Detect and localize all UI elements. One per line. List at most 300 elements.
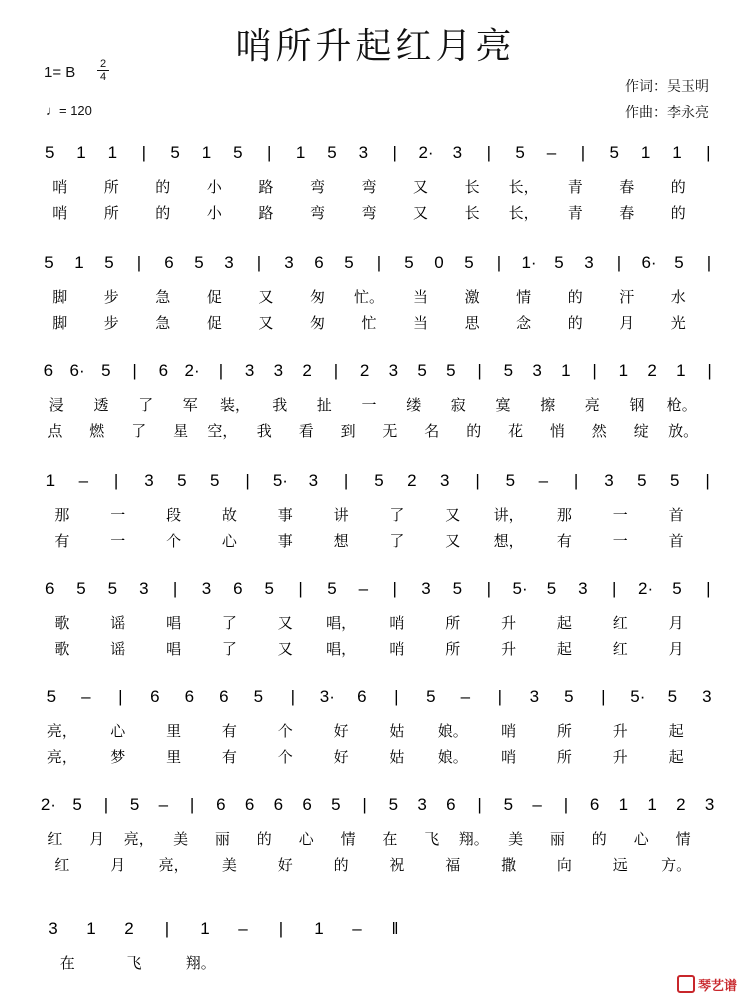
lyric-char: 思 [464,314,480,332]
lyric-char: 事 [277,532,293,550]
key-signature: 1= B [44,64,76,81]
lyric-char: 忙 [361,314,377,332]
note: 5 [177,471,187,490]
note: 5 [374,471,384,490]
note: – [158,795,169,814]
lyric-char: 情 [675,830,691,848]
lyric-char: 情 [516,288,532,306]
note: 0 [434,253,444,272]
lyric-char: 小 [206,178,222,196]
barline: | [266,143,272,162]
lyric-char: 又 [258,314,274,332]
note: 5 [546,579,557,598]
lyric-char: 美 [221,856,237,874]
lyric-char: 好 [333,722,349,740]
note: 5 [637,471,647,490]
note: 1 [86,919,96,938]
lyric-char: 看 [298,422,314,440]
note: – [532,795,542,814]
lyric-char: 长， [508,204,539,222]
lyric-char: 擦 [540,396,556,414]
lyric-char: 梦 [110,748,126,766]
lyric-char: 的 [155,204,171,222]
barline: | [392,143,397,162]
note: 3 [284,253,294,272]
note: 1 [672,143,682,162]
lyric-char: 寞 [495,396,511,414]
note: 6 [44,579,55,598]
note: 1 [45,471,56,490]
note: 5 [233,143,243,162]
note: 6 [184,687,195,706]
note: 3 [452,143,463,162]
lyric-char: 讲 [333,506,349,524]
lyric-char: 升 [501,614,517,632]
lyric-char: 所 [556,722,572,740]
composer-credit: 作曲：李永亮 [625,105,709,121]
note: 2 [359,361,370,380]
barline: | [298,579,303,598]
lyric-char: 亮， [46,722,77,740]
note: 3 [308,471,319,490]
barline: | [496,253,502,272]
lyric-char: 枪。 [666,396,697,414]
note: 5 [170,143,180,162]
lyric-char: 的 [567,314,583,332]
lyric-char: 起 [556,640,572,658]
lyric-char: 长 [464,204,480,222]
barline: | [218,361,224,380]
lyric-char: 好 [333,748,349,766]
lyric-char: 里 [166,748,182,766]
note: 5 [264,579,274,598]
note: 5 [194,253,204,272]
note: – [352,919,362,938]
lyric-char: 娘。 [437,722,468,740]
note: – [546,143,557,162]
lyric-char: 亮， [46,748,77,766]
barline: | [172,579,178,598]
lyric-char: 首 [668,532,684,550]
lyric-char: 姑 [389,748,405,766]
note: 3 [439,471,450,490]
logo-text: 琴艺谱 [697,979,737,994]
lyric-char: 里 [166,722,182,740]
barline: | [333,361,339,380]
lyric-char: 弯 [309,204,326,222]
barline: | [189,795,195,814]
barline: | [343,471,349,490]
lyric-char: 扯 [316,396,332,414]
lyric-char: 又 [445,532,461,550]
note: 5 [446,361,456,380]
note: 5 [515,143,525,162]
lyric-char: 心 [110,722,126,740]
lyric-char: 弯 [361,178,377,196]
lyric-char: 月 [619,314,635,332]
barline: | [486,143,492,162]
note: 5· [630,687,646,706]
lyric-char: 的 [670,178,686,196]
lyric-char: 匆 [309,288,326,306]
note: 2· [40,795,56,814]
note: 5 [503,795,514,814]
lyric-char: 亮 [584,396,600,414]
lyric-char: 红 [47,830,63,848]
note: 6 [158,361,169,380]
lyric-char: 福 [445,856,461,874]
note: 5 [672,579,682,598]
note: 3 [421,579,431,598]
note: 3 [144,471,154,490]
lyric-char: 又 [277,614,293,632]
lyric-char: 好 [277,856,293,874]
note: 5 [505,471,516,490]
note: 6 [233,579,243,598]
note: 5 [331,795,341,814]
note: 3 [704,795,715,814]
note: – [81,687,91,706]
note: 3 [529,687,540,706]
note: 5 [564,687,574,706]
barline: | [290,687,296,706]
note: 3 [48,919,58,938]
lyric-char: 忙。 [353,288,385,306]
lyric-char: 有 [221,748,237,766]
note: 6 [446,795,456,814]
lyric-char: 首 [668,506,684,524]
lyric-char: 寂 [450,396,466,414]
note: – [460,687,471,706]
lyric-char: 又 [277,640,293,658]
lyric-char: 那 [556,506,572,524]
note: 2 [124,919,134,938]
lyric-char: 军 [182,396,198,414]
lyric-char: 所 [103,178,119,196]
lyric-char: 放。 [668,422,699,440]
lyric-char: 一 [612,506,628,524]
note: 5 [503,361,514,380]
lyric-char: 月 [668,614,684,632]
lyric-char: 那 [54,506,70,524]
lyric-char: 事 [277,506,293,524]
lyric-char: 有 [54,532,70,550]
note: 6 [273,795,284,814]
note: 6 [314,253,324,272]
lyric-char: 哨 [52,204,68,222]
lyric-char: 美 [508,830,524,848]
lyric-char: 装， [219,396,251,414]
lyric-char: 情 [340,830,356,848]
note: 3 [417,795,427,814]
lyric-char: 急 [155,314,171,332]
note: 5 [554,253,564,272]
lyric-char: 了 [389,506,405,524]
note: 5 [327,143,337,162]
lyric-char: 哨 [52,178,68,196]
note: 6· [641,253,657,272]
lyric-char: 青 [567,178,583,196]
lyric-char: 飞 [126,954,142,972]
note: 5 [669,471,680,490]
note: 1 [200,919,210,938]
lyric-char: 哨 [389,640,405,658]
lyric-char: 姑 [389,722,405,740]
barline: | [141,143,147,162]
lyric-char: 远 [612,856,628,874]
barline: | [477,795,482,814]
time-signature-top: 2 [99,58,107,70]
note: 3 [604,471,614,490]
note: 5 [209,471,220,490]
barline: | [497,687,503,706]
lyric-char: 所 [556,748,572,766]
barline: | [118,687,123,706]
note: – [78,471,89,490]
lyric-char: 所 [103,204,119,222]
note: 5 [76,579,86,598]
note: 1 [74,253,84,272]
lyric-char: 翔。 [185,954,216,972]
barline: | [706,253,712,272]
note: 5 [388,795,399,814]
barline: ‖ [391,919,399,938]
lyric-char: 步 [103,314,119,332]
note: 5 [426,687,436,706]
note: 1 [640,143,651,162]
note: 1· [521,253,537,272]
lyric-char: 娘。 [437,748,468,766]
lyric-char: 路 [258,178,274,196]
barline: | [245,471,250,490]
lyric-char: 的 [333,856,349,874]
note: 3 [584,253,594,272]
note: 6 [164,253,174,272]
lyric-char: 促 [206,288,222,306]
note: – [238,919,248,938]
note: 5 [107,579,118,598]
barline: | [113,471,119,490]
lyric-char: 唱， [326,640,357,658]
lyric-char: 个 [277,722,293,740]
lyric-char: 了 [131,422,147,440]
lyric-char: 的 [256,830,272,848]
lyric-char: 红 [612,614,628,632]
lyric-char: 想， [493,532,524,550]
lyric-char: 又 [445,506,461,524]
lyric-char: 心 [633,830,649,848]
lyric-char: 点 [47,422,63,440]
lyric-char: 弯 [309,178,326,196]
lyric-char: 急 [155,288,171,306]
watermark-logo [677,975,737,994]
note: 5 [609,143,619,162]
note: 5· [272,471,288,490]
barline: | [256,253,262,272]
song-title: 哨所升起红月亮 [235,26,516,67]
lyric-char: 的 [155,178,171,196]
lyric-char: 翔。 [458,830,489,848]
lyric-char: 唱， [326,614,357,632]
barline: | [477,361,482,380]
lyric-char: 升 [612,748,628,766]
barline: | [705,471,710,490]
note: 3 [273,361,284,380]
lyric-char: 谣 [110,640,126,658]
note: 6 [43,361,54,380]
barline: | [707,361,712,380]
lyric-char: 起 [556,614,572,632]
note: 3 [224,253,234,272]
note: 5 [667,687,678,706]
barline: | [376,253,382,272]
lyric-char: 汗 [619,288,635,306]
lyric-char: 脚 [52,314,68,332]
lyric-char: 丽 [549,830,565,848]
note: 3 [139,579,149,598]
lyric-char: 悄 [549,422,565,440]
lyric-char: 的 [567,288,583,306]
note: 1 [314,919,324,938]
note: – [538,471,549,490]
lyric-char: 红 [612,640,628,658]
barline: | [132,361,137,380]
lyric-char: 个 [166,532,182,550]
note: 5 [101,361,111,380]
lyric-char: 向 [556,856,572,874]
lyric-char: 星 [173,422,189,440]
note: 2 [647,361,657,380]
note: 2 [302,361,312,380]
note: 6 [357,687,367,706]
note: 1 [618,795,629,814]
lyric-char: 祝 [389,856,405,874]
lyric-char: 又 [412,178,429,196]
lyric-char: 当 [412,314,429,332]
lyric-char: 哨 [501,748,517,766]
lyric-char: 一 [612,532,628,550]
lyric-char: 所 [445,640,461,658]
note: 5 [72,795,82,814]
barline: | [592,361,597,380]
lyric-char: 美 [173,830,189,848]
note: 3 [358,143,369,162]
barline: | [706,579,711,598]
lyric-char: 浸 [48,396,64,414]
lyric-char: 路 [258,204,274,222]
note: 5 [44,143,55,162]
note: 3 [578,579,588,598]
barline: | [573,471,579,490]
lyric-char: 歌 [54,614,70,632]
barline: | [486,579,492,598]
lyric-char: 的 [670,204,686,222]
lyric-char: 弯 [361,204,377,222]
lyric-char: 想 [333,532,349,550]
lyric-char: 哨 [389,614,405,632]
lyric-char: 钢 [629,396,645,414]
lyric-char: 在 [382,830,398,848]
note: 1 [201,143,212,162]
lyric-char: 我 [272,396,288,414]
lyric-char: 当 [412,288,429,306]
note: 5 [129,795,140,814]
lyric-char: 撒 [501,856,517,874]
note: 6 [150,687,160,706]
lyric-char: 步 [103,288,119,306]
note: 5 [253,687,264,706]
lyric-char: 又 [258,288,274,306]
barline: | [611,579,617,598]
lyric-char: 一 [110,506,126,524]
lyric-char: 透 [93,396,109,414]
note: 2· [638,579,654,598]
lyric-char: 脚 [52,288,68,306]
lyric-char: 红 [54,856,70,874]
lyric-char: 一 [110,532,126,550]
lyric-char: 小 [206,204,222,222]
lyric-char: 所 [445,614,461,632]
note: 3 [244,361,255,380]
lyric-char: 的 [591,830,607,848]
lyric-char: 谣 [110,614,126,632]
lyric-char: 了 [221,614,237,632]
barline: | [616,253,622,272]
note: 3 [532,361,542,380]
note: 5· [512,579,528,598]
barline: | [580,143,586,162]
lyric-char: 段 [166,506,182,524]
note: 5 [674,253,684,272]
lyric-char: 绽 [633,422,649,440]
note: 2· [418,143,434,162]
note: 1 [618,361,629,380]
lyric-char: 缕 [406,396,422,414]
barline: | [136,253,142,272]
barline: | [103,795,109,814]
lyric-char: 有 [221,722,237,740]
lyric-char: 亮， [158,856,189,874]
lyric-char: 春 [619,178,635,196]
lyric-char: 光 [670,314,686,332]
lyric-char: 又 [412,204,429,222]
lyric-char: 歌 [54,640,70,658]
lyric-char: 水 [670,288,686,306]
lyric-char: 念 [516,314,532,332]
lyric-char: 飞 [424,830,440,848]
lyric-char: 哨 [501,722,517,740]
barline: | [563,795,569,814]
lyric-char: 空， [207,422,238,440]
note: 3 [201,579,212,598]
lyric-char: 唱 [166,640,182,658]
lyric-char: 的 [466,422,482,440]
lyric-char: 春 [619,204,635,222]
lyric-char: 花 [508,422,524,440]
lyric-char: 起 [668,748,684,766]
note: 5 [404,253,414,272]
time-signature-bottom: 4 [99,71,107,83]
note: 3· [319,687,335,706]
note: 1 [107,143,118,162]
note: 2 [676,795,686,814]
lyric-char: 长 [464,178,480,196]
lyric-char: 一 [361,396,377,414]
lyric-char: 故 [221,506,237,524]
note: 5 [464,253,474,272]
note: 6 [589,795,600,814]
lyric-char: 促 [206,314,222,332]
